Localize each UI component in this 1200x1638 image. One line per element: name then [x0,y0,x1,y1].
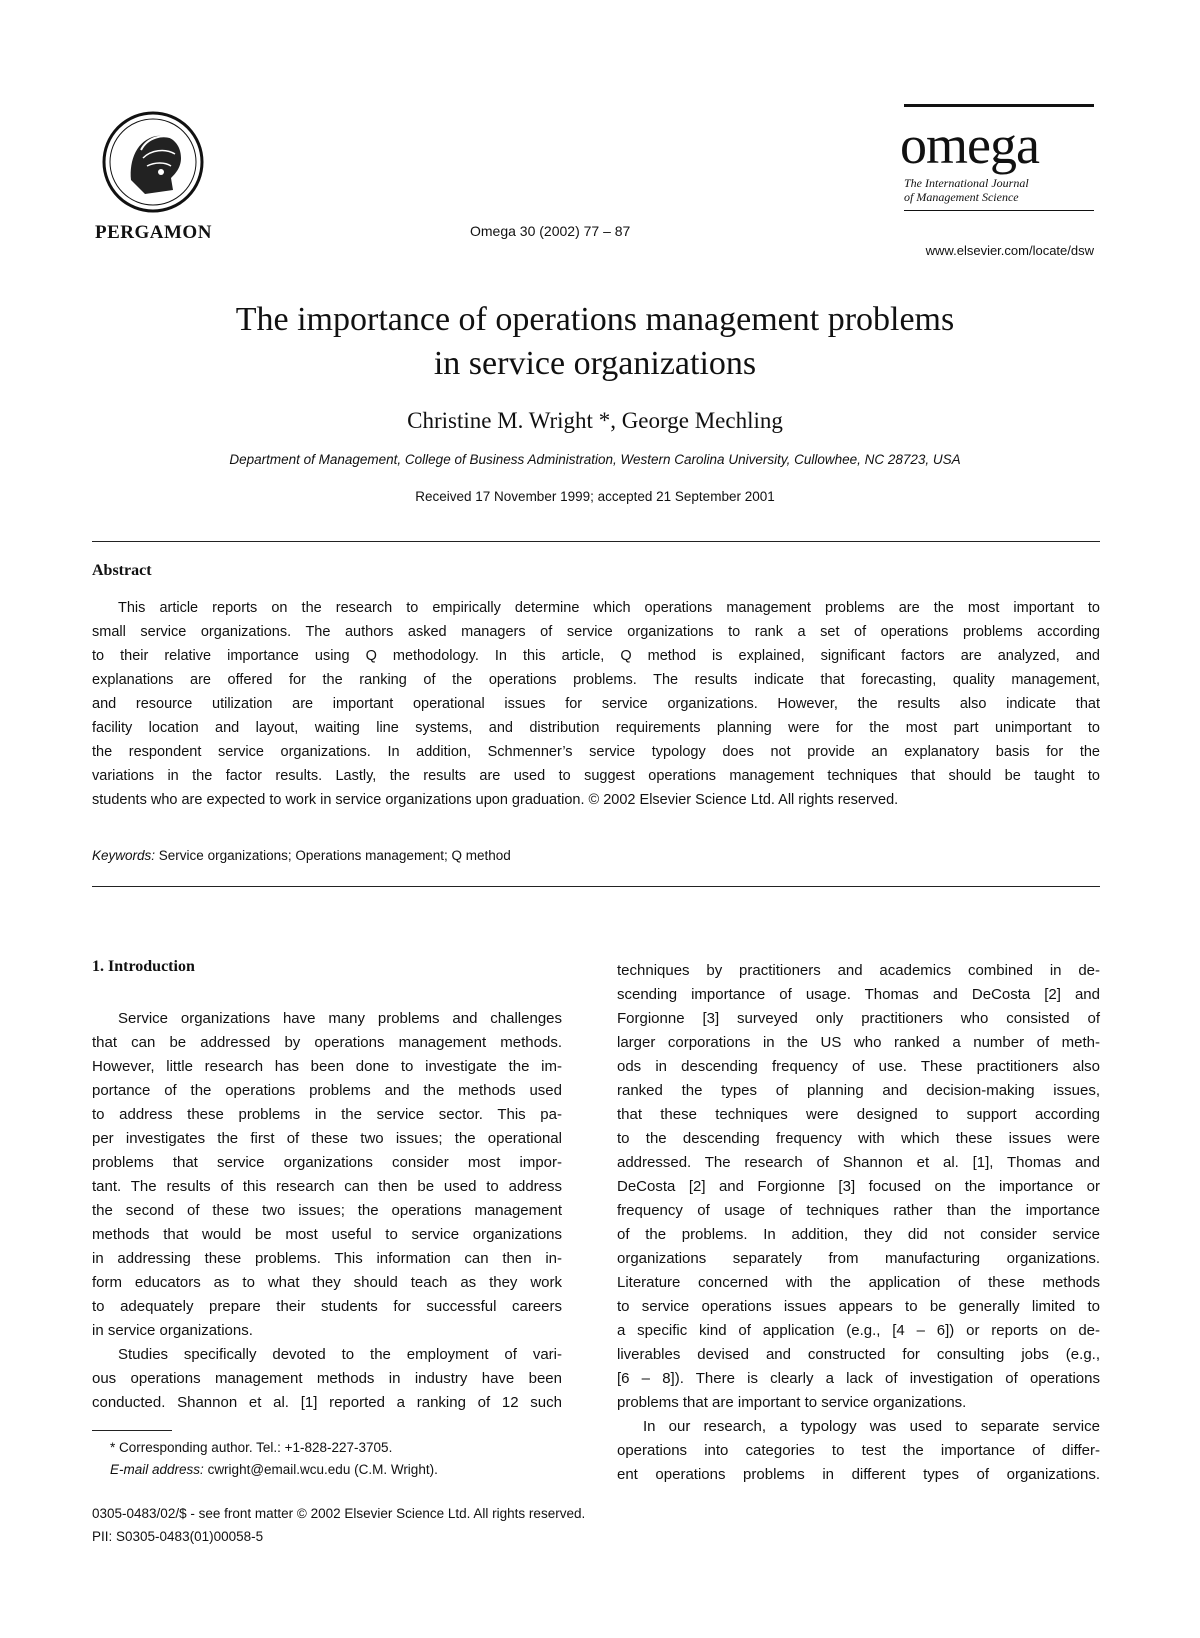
journal-citation: Omega 30 (2002) 77 – 87 [470,223,631,239]
text-line: the respondent service organizations. In addition, Schmenner’s service typology does not provide an explanatory basis for the [92,744,1100,760]
keywords-list: Service organizations; Operations management; Q method [158,848,511,863]
text-line: ranked the types of planning and decision-making issues, [617,1082,1100,1099]
text-line: In our research, a typology was used to separate service [643,1418,1100,1435]
text-line: in addressing these problems. This information can then in- [92,1250,562,1267]
helmeted-head-logo-icon [101,110,205,214]
text-line: frequency of usage of techniques rather than the importance [617,1202,1100,1219]
text-line: conducted. Shannon et al. [1] reported a ranking of 12 such [92,1394,562,1411]
text-line: methods that would be most useful to service organizations [92,1226,562,1243]
footnote [92,1437,438,1481]
text-line: problems that service organizations consider most impor- [92,1154,562,1171]
text-line: to their relative importance using Q methodology. In this article, Q method is explained, significant factors are analyzed, and [92,648,1100,664]
text-line: of the problems. In addition, they did not consider service [617,1226,1100,1243]
text-line: small service organizations. The authors asked managers of service organizations to rank a set of operations problems according [92,624,1100,640]
text-line: that can be addressed by operations management methods. [92,1034,562,1051]
abstract-bottom-rule [92,886,1100,887]
text-line: ous operations management methods in industry have been [92,1370,562,1387]
copyright-footer [92,1502,585,1548]
text-line: problems that are important to service organizations. [617,1394,967,1411]
section-heading-introduction: 1. Introduction [92,958,195,975]
keywords-label: Keywords: [92,848,156,863]
text-line: Service organizations have many problems and challenges [118,1010,562,1027]
text-line: addressed. The research of Shannon et al. [1], Thomas and [617,1154,1100,1171]
abstract-top-rule [92,541,1100,542]
text-line: Literature concerned with the application of these methods [617,1274,1100,1291]
received-dates: Received 17 November 1999; accepted 21 September 2001 [415,489,775,504]
text-line: operations into categories to test the importance of differ- [617,1442,1100,1459]
publisher-logo [95,110,215,214]
text-line: to the descending frequency with which these issues were [617,1130,1100,1147]
right-column-text [617,959,1100,1487]
text-line: organizations separately from manufacturing organizations. [617,1250,1100,1267]
journal-name: omega [900,115,1039,175]
text-line: form educators as to what they should teach as they work [92,1274,562,1291]
text-line: to address these problems in the service sector. This pa- [92,1106,562,1123]
text-line: Forgionne [3] surveyed only practitioners who consisted of [617,1010,1100,1027]
email-link[interactable]: cwright@email.wcu.edu (C.M. Wright). [207,1462,438,1477]
keywords [92,848,511,863]
abstract-body [92,596,1100,812]
pii-line: PII: S0305-0483(01)00058-5 [92,1529,264,1544]
text-line: facility location and layout, waiting line systems, and distribution requirements planning were for the most part unimportant to [92,720,1100,736]
author-affiliation: Department of Management, College of Business Administration, Western Carolina University, Cullowhee, NC 28723, USA [229,452,961,467]
text-line: students who are expected to work in service organizations upon graduation. © 2002 Elsevier Science Ltd. All rights reserved. [92,792,899,808]
left-column-text [92,1007,562,1415]
text-line: techniques by practitioners and academics combined in de- [617,962,1100,979]
email-note: E-mail address: cwright@email.wcu.edu (C.M. Wright). [110,1462,438,1477]
text-line: and resource utilization are important operational issues for service organizations. However, the results also indicate that [92,696,1100,712]
text-line: scending importance of usage. Thomas and DeCosta [2] and [617,986,1100,1003]
text-line: the second of these two issues; the operations management [92,1202,562,1219]
text-line: DeCosta [2] and Forgionne [3] focused on the importance or [617,1178,1100,1195]
abstract-heading: Abstract [92,562,152,579]
text-line: portance of the operations problems and the methods used [92,1082,562,1099]
text-line: Studies specifically devoted to the employment of vari- [118,1346,562,1363]
journal-bottom-rule [904,210,1094,211]
journal-top-rule [904,104,1094,107]
text-line: in service organizations. [92,1322,253,1339]
journal-subtitle: The International Journal of Management Science [904,176,1029,204]
journal-url-link[interactable]: www.elsevier.com/locate/dsw [925,243,1094,258]
article-title: The importance of operations management problems in service organizations [235,301,955,382]
text-line: that these techniques were designed to support according [617,1106,1100,1123]
text-line: tant. The results of this research can then be used to address [92,1178,562,1195]
text-line: ent operations problems in different types of organizations. [617,1466,1100,1483]
text-line: liverables devised and constructed for consulting jobs (e.g., [617,1346,1100,1363]
text-line: to service operations issues appears to be generally limited to [617,1298,1100,1315]
text-line: This article reports on the research to empirically determine which operations management problems are the most important to [118,600,1100,616]
text-line: to adequately prepare their students for successful careers [92,1298,562,1315]
text-line: [6 – 8]). There is clearly a lack of investigation of operations [617,1370,1100,1387]
text-line: ods in descending frequency of use. These practitioners also [617,1058,1100,1075]
front-matter-line: 0305-0483/02/$ - see front matter © 2002 Elsevier Science Ltd. All rights reserved. [92,1506,586,1521]
text-line: However, little research has been done to investigate the im- [92,1058,562,1075]
article-authors: Christine M. Wright *, George Mechling [407,408,783,433]
text-line: variations in the factor results. Lastly, the results are used to suggest operations management techniques that should be taught to [92,768,1100,784]
footnote-rule [92,1430,172,1431]
text-line: per investigates the first of these two issues; the operational [92,1130,562,1147]
text-line: explanations are offered for the ranking of the operations problems. The results indicate that forecasting, quality management, [92,672,1100,688]
text-line: larger corporations in the US who ranked a number of meth- [617,1034,1100,1051]
publisher-name: PERGAMON [95,222,212,243]
corresponding-author-note: * Corresponding author. Tel.: +1-828-227-3705. [110,1440,393,1455]
text-line: a specific kind of application (e.g., [4 – 6]) or reports on de- [617,1322,1100,1339]
